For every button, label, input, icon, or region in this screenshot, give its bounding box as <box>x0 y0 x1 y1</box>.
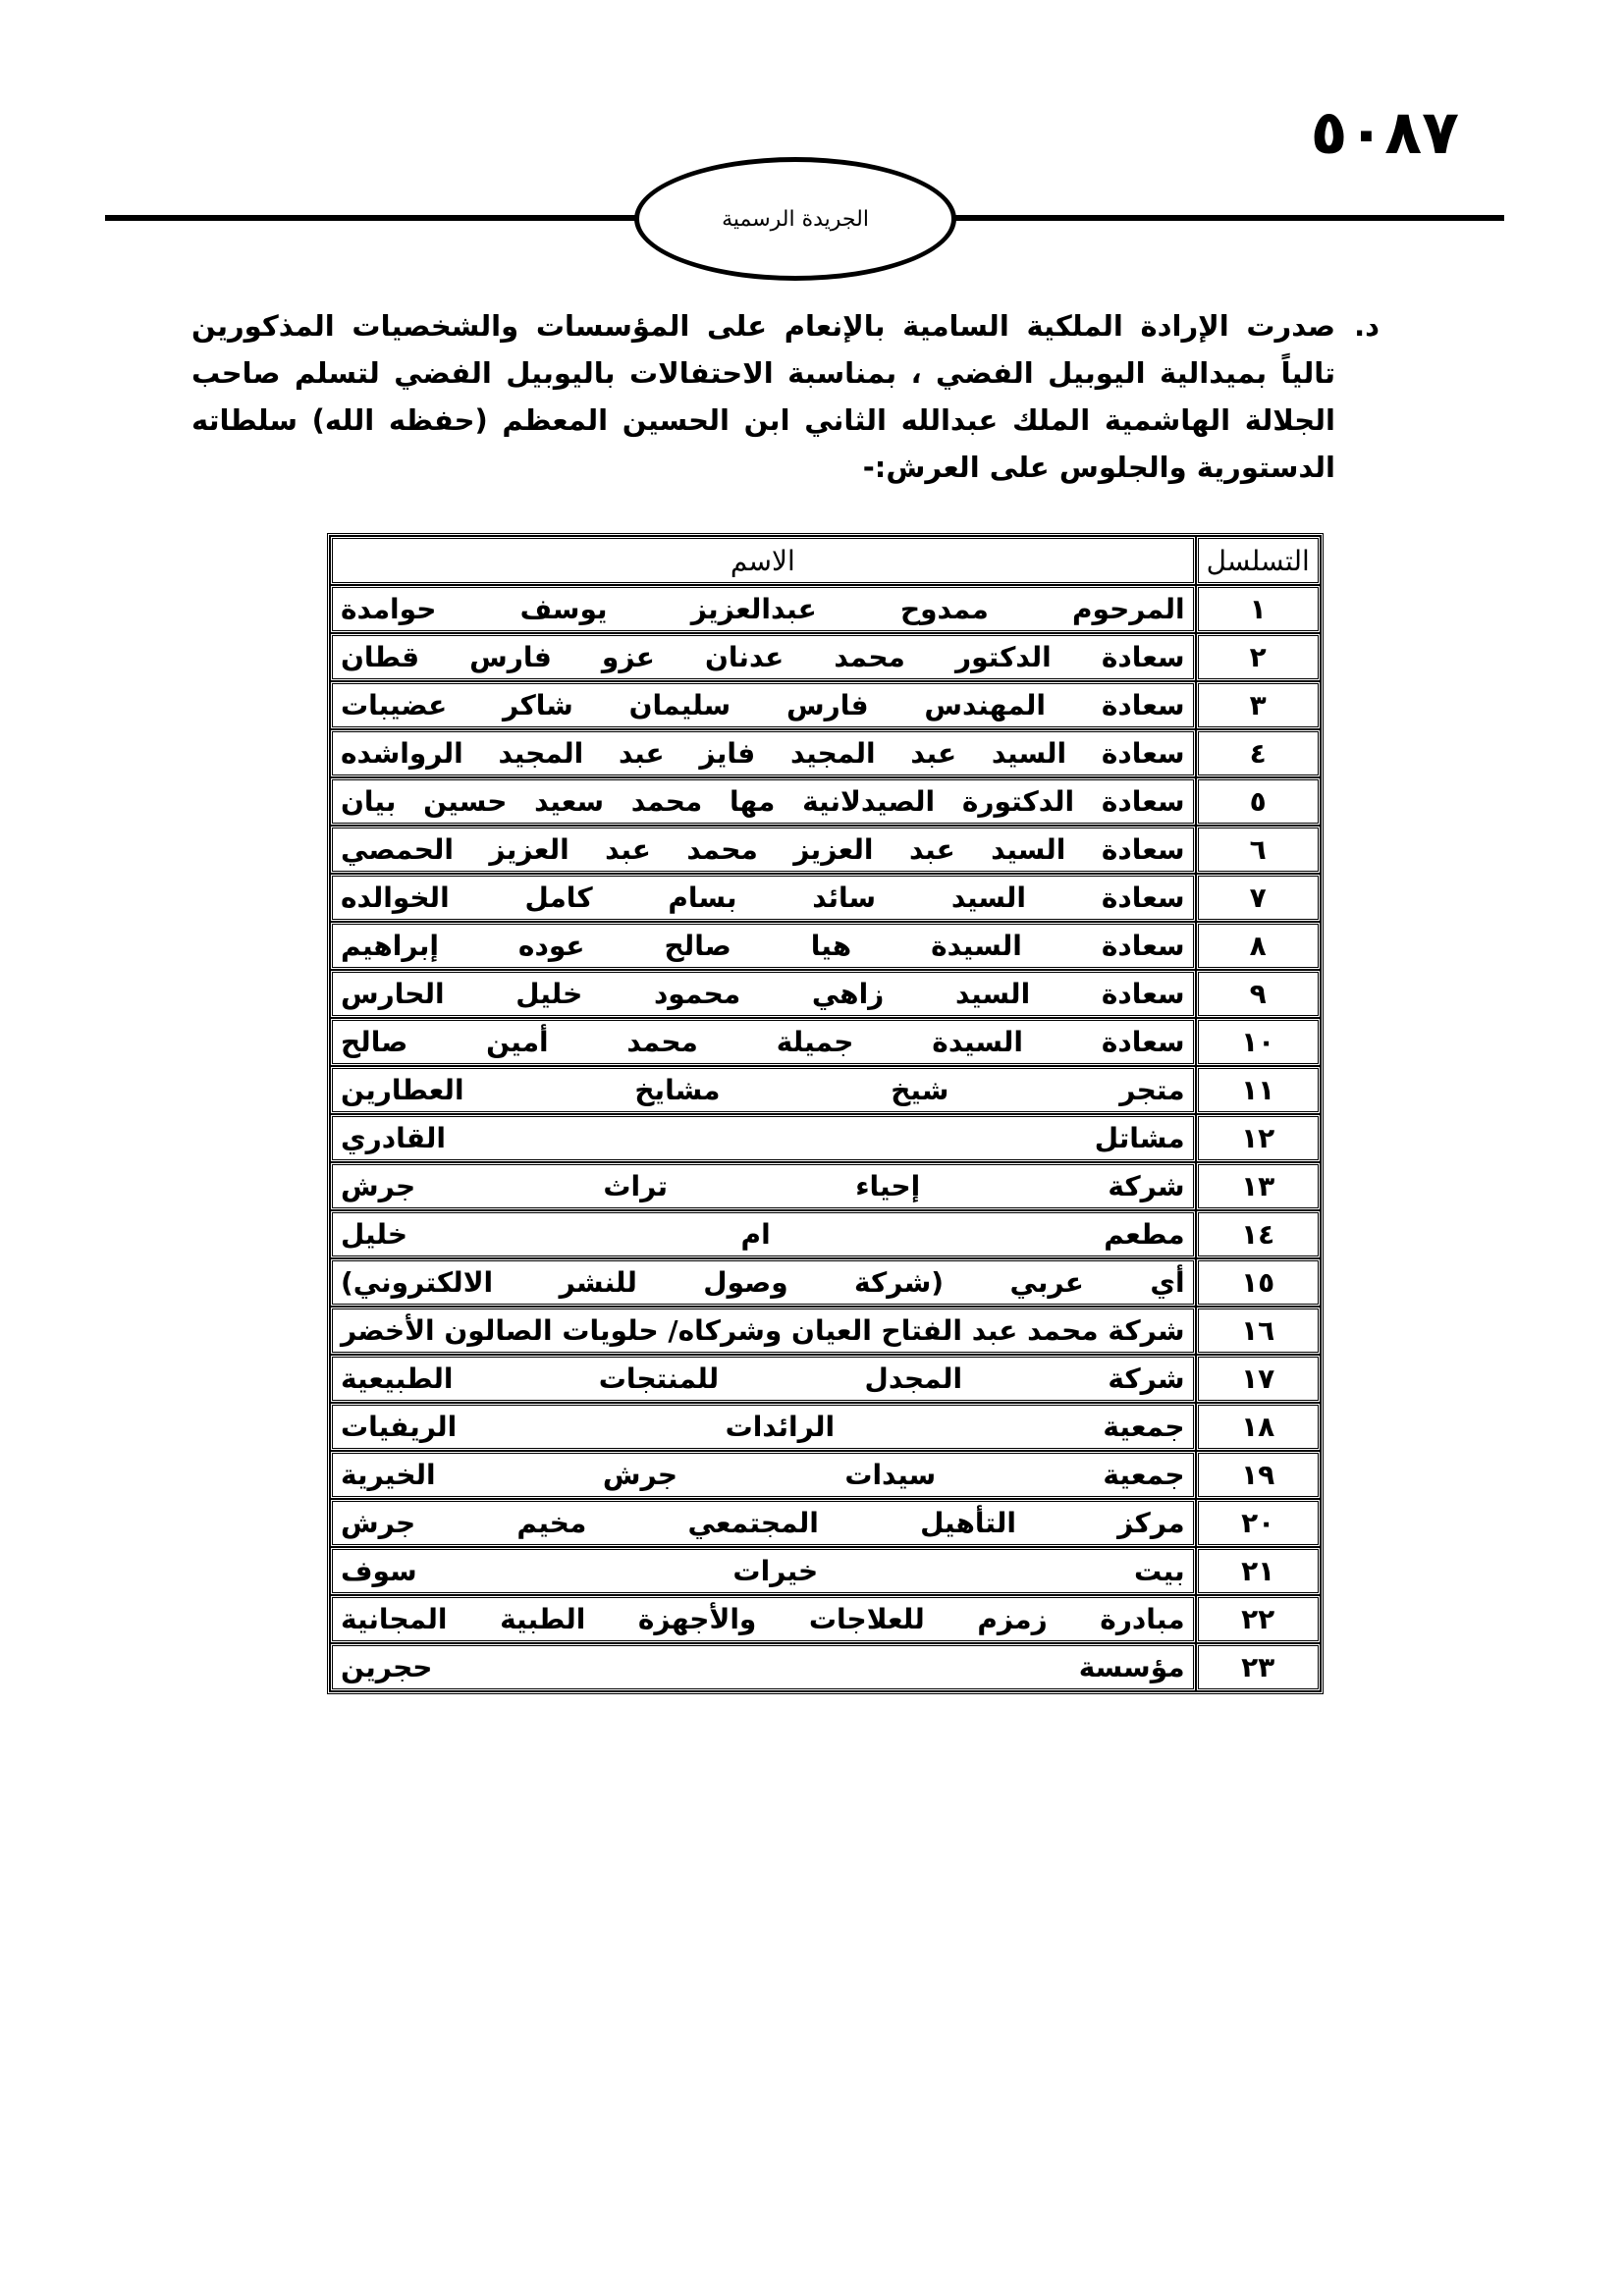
table-row <box>330 1403 1321 1451</box>
honorees-table <box>327 533 1324 1694</box>
row-name: سعادة الدكتور محمد عدنان عزو فارس قطان <box>330 633 1196 681</box>
header-name: الاسم <box>330 536 1196 585</box>
row-serial: ٢٢ <box>1196 1595 1321 1643</box>
row-serial: ١٧ <box>1196 1355 1321 1403</box>
row-name: مركز التأهيل المجتمعي مخيم جرش <box>330 1499 1196 1547</box>
row-name: سعادة السيد عبد المجيد فايز عبد المجيد الرواشده <box>330 729 1196 777</box>
row-name: جمعية الرائدات الريفيات <box>330 1403 1196 1451</box>
table-row <box>330 970 1321 1018</box>
table-row <box>330 1499 1321 1547</box>
row-serial: ١٩ <box>1196 1451 1321 1499</box>
table-row <box>330 1258 1321 1307</box>
row-serial: ٢٣ <box>1196 1643 1321 1691</box>
table-header-row <box>330 536 1321 585</box>
table-row <box>330 922 1321 970</box>
table-row <box>330 633 1321 681</box>
row-serial: ٢١ <box>1196 1547 1321 1595</box>
table-row <box>330 1355 1321 1403</box>
intro-text: صدرت الإرادة الملكية السامية بالإنعام على المؤسسات والشخصيات المذكورين تالياً بميدالية اليوبيل الفضي ، بمناسبة الاحتفالات باليوبيل الفضي لتسلم صاحب الجلالة الهاشمية الملك عبدالله الثاني ابن الحسين المعظم (حفظه الله) سلطاته الدستورية والجلوس على العرش:- <box>191 309 1335 484</box>
row-serial: ١ <box>1196 585 1321 633</box>
row-serial: ٨ <box>1196 922 1321 970</box>
table-row <box>330 1210 1321 1258</box>
row-name: مبادرة زمزم للعلاجات والأجهزة الطبية المجانية <box>330 1595 1196 1643</box>
row-name: سعادة السيد زاهي محمود خليل الحارس <box>330 970 1196 1018</box>
row-name: مطعم ام خليل <box>330 1210 1196 1258</box>
row-name: متجر شيخ مشايخ العطارين <box>330 1066 1196 1114</box>
row-serial: ٩ <box>1196 970 1321 1018</box>
table-row <box>330 826 1321 874</box>
header-serial: التسلسل <box>1196 536 1321 585</box>
row-name: سعادة الدكتورة الصيدلانية مها محمد سعيد حسين بيان <box>330 777 1196 826</box>
table-row <box>330 1547 1321 1595</box>
row-name: شركة محمد عبد الفتاح العيان وشركاه/ حلويات الصالون الأخضر <box>330 1307 1196 1355</box>
row-name: سعادة السيدة جميلة محمد أمين صالح <box>330 1018 1196 1066</box>
row-serial: ١٢ <box>1196 1114 1321 1162</box>
row-name: سعادة السيد عبد العزيز محمد عبد العزيز الحمصي <box>330 826 1196 874</box>
row-name: أي عربي (شركة وصول للنشر الالكتروني) <box>330 1258 1196 1307</box>
table-row <box>330 1018 1321 1066</box>
row-serial: ٤ <box>1196 729 1321 777</box>
page-number: ٥٠٨٧ <box>1310 96 1459 168</box>
gazette-header-oval <box>634 157 956 281</box>
table-row <box>330 1451 1321 1499</box>
row-serial: ١٣ <box>1196 1162 1321 1210</box>
row-name: شركة إحياء تراث جرش <box>330 1162 1196 1210</box>
table-row <box>330 1114 1321 1162</box>
table-row <box>330 1162 1321 1210</box>
row-name: المرحوم ممدوح عبدالعزيز يوسف حوامدة <box>330 585 1196 633</box>
gazette-title: الجريدة الرسمية <box>722 206 869 232</box>
row-name: سعادة السيد سائد بسام كامل الخوالده <box>330 874 1196 922</box>
row-serial: ١٥ <box>1196 1258 1321 1307</box>
table-row <box>330 874 1321 922</box>
table-row <box>330 777 1321 826</box>
row-name: مؤسسة حجرين <box>330 1643 1196 1691</box>
table-row <box>330 681 1321 729</box>
table-row <box>330 729 1321 777</box>
row-name: شركة المجدل للمنتجات الطبيعية <box>330 1355 1196 1403</box>
intro-paragraph <box>191 302 1380 491</box>
row-name: بيت خيرات سوف <box>330 1547 1196 1595</box>
row-name: جمعية سيدات جرش الخيرية <box>330 1451 1196 1499</box>
row-name: سعادة السيدة هيا صالح عوده إبراهيم <box>330 922 1196 970</box>
row-serial: ١٤ <box>1196 1210 1321 1258</box>
table-row <box>330 1066 1321 1114</box>
row-name: سعادة المهندس فارس سليمان شاكر عضيبات <box>330 681 1196 729</box>
row-serial: ٢٠ <box>1196 1499 1321 1547</box>
table-row <box>330 1307 1321 1355</box>
row-serial: ٥ <box>1196 777 1321 826</box>
section-marker: د. <box>1354 309 1380 343</box>
row-serial: ٢ <box>1196 633 1321 681</box>
row-serial: ٧ <box>1196 874 1321 922</box>
row-serial: ٣ <box>1196 681 1321 729</box>
row-serial: ١١ <box>1196 1066 1321 1114</box>
row-serial: ٦ <box>1196 826 1321 874</box>
table-row <box>330 585 1321 633</box>
table-row <box>330 1595 1321 1643</box>
row-name: مشاتل القادري <box>330 1114 1196 1162</box>
row-serial: ١٦ <box>1196 1307 1321 1355</box>
row-serial: ١٨ <box>1196 1403 1321 1451</box>
row-serial: ١٠ <box>1196 1018 1321 1066</box>
table-row <box>330 1643 1321 1691</box>
